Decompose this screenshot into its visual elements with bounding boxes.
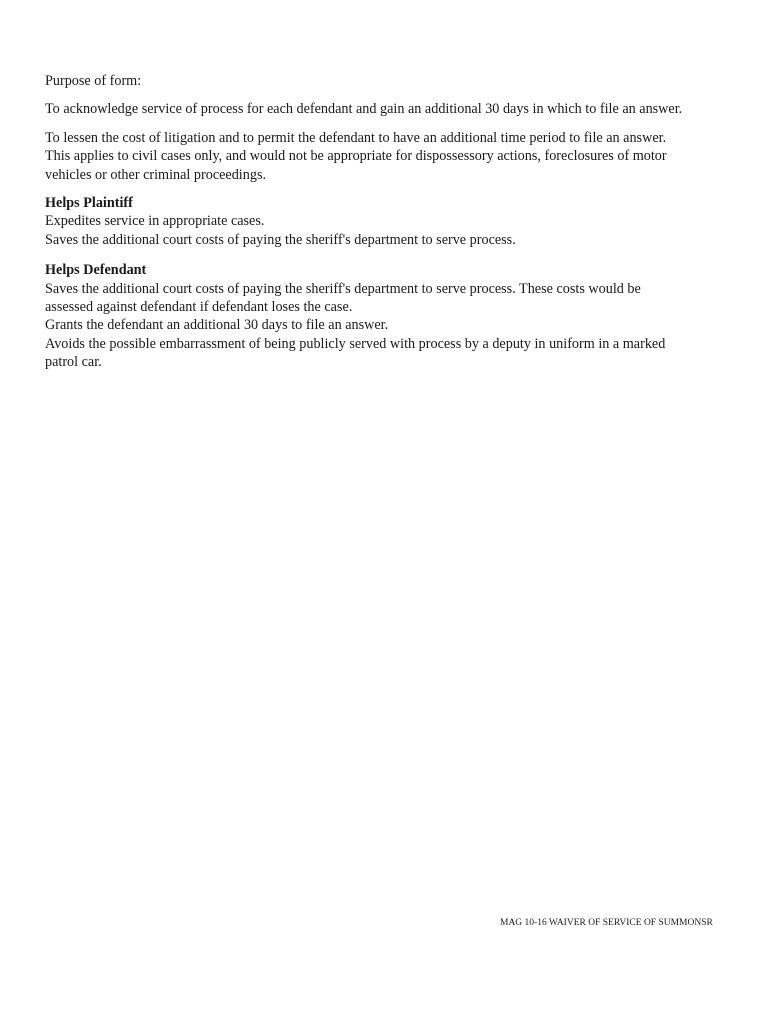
defendant-line: assessed against defendant if defendant loses the case. xyxy=(45,299,353,316)
purpose-label: Purpose of form: xyxy=(45,73,142,89)
helps-defendant-heading: Helps Defendant xyxy=(45,262,147,279)
defendant-line: Grants the defendant an additional 30 days to file an answer. xyxy=(45,317,389,334)
defendant-line: patrol car. xyxy=(45,354,102,371)
helps-plaintiff-heading: Helps Plaintiff xyxy=(45,195,133,212)
lessen-line: This applies to civil cases only, and would not be appropriate for dispossessory actions, foreclosures of motor xyxy=(45,148,667,165)
defendant-line: Avoids the possible embarrassment of being publicly served with process by a deputy in uniform in a marked xyxy=(45,335,666,352)
document-body xyxy=(45,72,735,384)
lessen-line: vehicles or other criminal proceedings. xyxy=(45,166,267,183)
plaintiff-line: Expedites service in appropriate cases. xyxy=(45,213,265,230)
lessen-line: To lessen the cost of litigation and to permit the defendant to have an additional time period to file an answer. xyxy=(45,129,667,146)
purpose-statement: To acknowledge service of process for each defendant and gain an additional 30 days in which to file an answer. xyxy=(45,101,683,118)
form-footer: MAG 10-16 WAIVER OF SERVICE OF SUMMONSR xyxy=(500,918,713,928)
helps-defendant-section xyxy=(45,261,735,371)
defendant-line: Saves the additional court costs of paying the sheriff's department to serve process. These costs would be xyxy=(45,280,641,297)
plaintiff-line: Saves the additional court costs of paying the sheriff's department to serve process. xyxy=(45,231,516,248)
helps-plaintiff-section xyxy=(45,194,735,249)
lessen-cost-paragraph xyxy=(45,129,735,184)
